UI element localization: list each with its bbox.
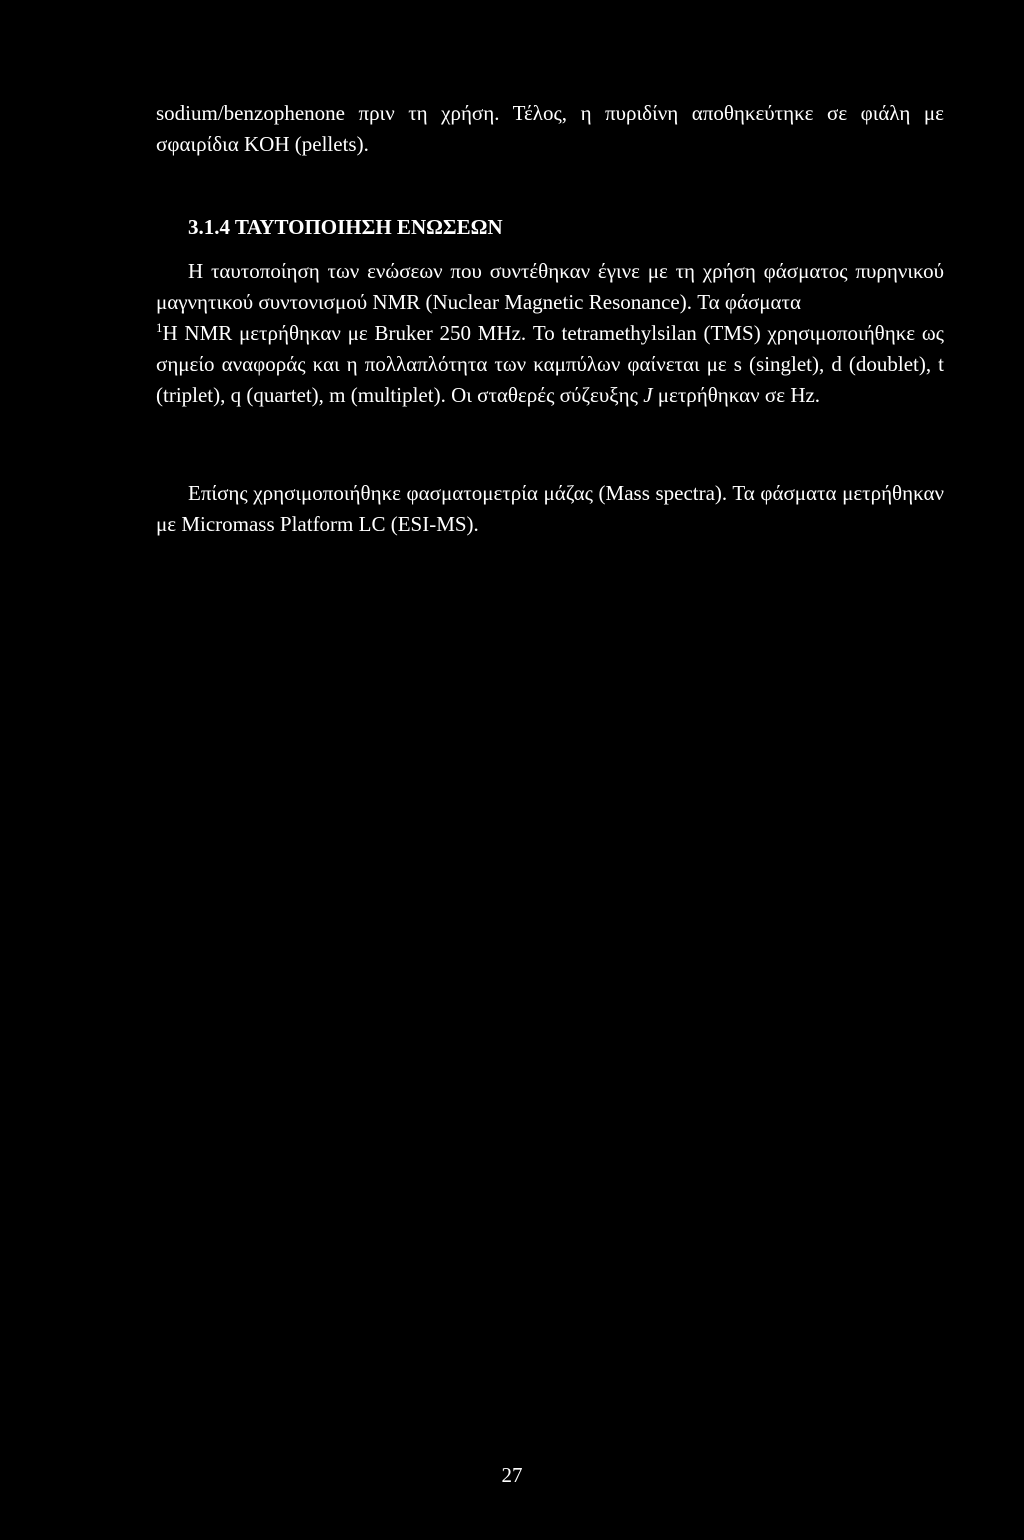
mass-text: Επίσης χρησιμοποιήθηκε φασματομετρία μάζας (Mass spectra). Τα φάσματα μετρήθηκαν με Micromass Platform LC (ESI-MS).	[156, 481, 944, 536]
nmr-text-part-3: μετρήθηκαν σε Hz.	[652, 383, 821, 407]
section-heading: 3.1.4 ΤΑΥΤΟΠΟΙΗΣΗ ΕΝΩΣΕΩΝ	[188, 215, 503, 239]
coupling-constant-symbol: J	[643, 383, 653, 407]
page-number: 27	[501, 1463, 523, 1487]
nmr-text-part-1: Η ταυτοποίηση των ενώσεων που συντέθηκαν έγινε με τη χρήση φάσματος πυρηνικού μαγνητικού συντονισμού NMR (Nuclear Magnetic Resonance). Τα φάσματα	[156, 259, 944, 314]
nmr-superscript: 1	[156, 320, 163, 335]
mass-paragraph	[156, 478, 944, 540]
nmr-text-part-2: H NMR μετρήθηκαν με Bruker 250 MHz. Το tetramethylsilan (TMS) χρησιμοποιήθηκε ως σημείο αναφοράς και η πολλαπλότητα των καμπύλων φαίνεται με s (singlet), d (doublet), t (triplet), q (quartet), m (multiplet). Οι σταθερές σύζευξης	[156, 321, 944, 407]
paragraph-continuation: sodium/benzophenone πριν τη χρήση. Τέλος, η πυριδίνη αποθηκεύτηκε σε φιάλη με σφαιρίδια KOH (pellets).	[156, 101, 944, 156]
nmr-paragraph	[156, 256, 944, 411]
